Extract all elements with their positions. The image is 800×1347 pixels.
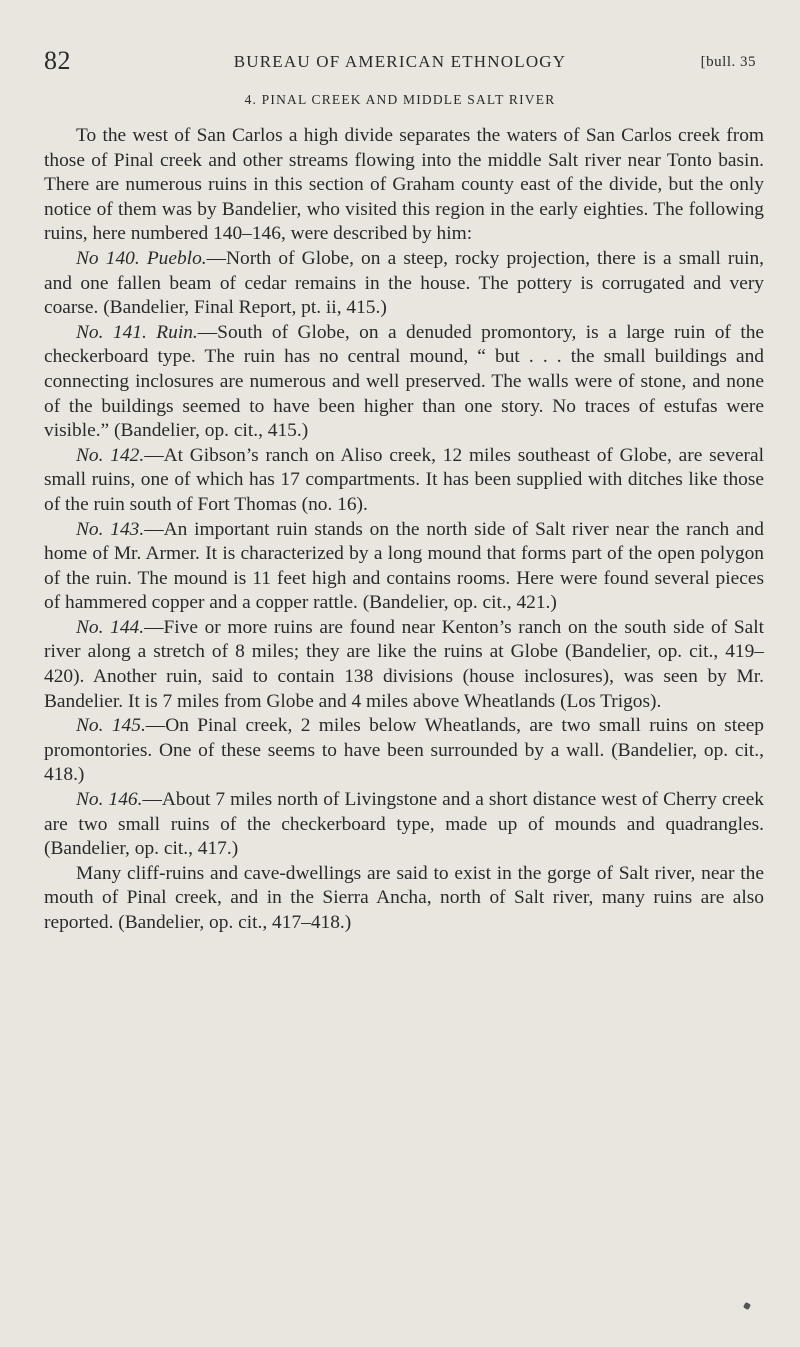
page-number: 82 — [44, 46, 71, 75]
entry-label: No 140. Pueblo. — [76, 247, 207, 269]
entry-text: —About 7 miles north of Livingstone and a short distance west of Cherry creek are two small ruins of the checkerboard type, made up of mounds and quadrangles. (Bandelier, op. cit., 417.) — [44, 789, 764, 860]
entry-label: No. 146. — [76, 789, 143, 811]
entry-142 — [44, 444, 764, 518]
body-text — [44, 124, 764, 936]
entry-145 — [44, 714, 764, 788]
paragraph-text: To the west of San Carlos a high divide separates the waters of San Carlos creek from those of Pinal creek and other streams flowing into the middle Salt river near Tonto basin. There are numerous ruins in this section of Graham county east of the divide, but the only notice of them was by Bandelier, who visited this region in the early eighties. The following ruins, here numbered 140–146, were described by him: — [44, 125, 764, 245]
journal-title: BUREAU OF AMERICAN ETHNOLOGY — [233, 52, 567, 71]
entry-144 — [44, 616, 764, 714]
entry-text: —South of Globe, on a denuded promontory, is a large ruin of the checkerboard type. The ruin has no central mound, “ but . . . the small buildings and connecting inclosures are numerous and well preserved. The walls were of stone, and none of the buildings seemed to have been higher than one story. No traces of estufas were visible.” (Bandelier, op. cit., 415.) — [44, 321, 765, 442]
entry-146 — [44, 788, 764, 862]
entry-text: —Five or more ruins are found near Kenton’s ranch on the south side of Salt river along a stretch of 8 miles; they are like the ruins at Globe (Bandelier, op. cit., 419–420). Another ruin, said to contain 138 divisions (house inclosures), was seen by Mr. Bandelier. It is 7 miles from Globe and 4 miles above Wheatlands (Los Trigos). — [44, 616, 764, 712]
entry-text: —At Gibson’s ranch on Aliso creek, 12 miles southeast of Globe, are several small ruins, one of which has 17 compartments. It has been supplied with ditches like those of the ruin south of Fort Thomas (no. 16). — [44, 444, 764, 515]
entry-label: No. 142. — [76, 444, 145, 466]
paragraph-intro — [44, 124, 764, 247]
paragraph-text: Many cliff-ruins and cave-dwellings are said to exist in the gorge of Salt river, near the mouth of Pinal creek, and in the Sierra Ancha, north of Salt river, many ruins are also reported. (Bandelier, op. cit., 417–418.) — [44, 862, 764, 933]
entry-text: —On Pinal creek, 2 miles below Wheatlands, are two small ruins on steep promontories. One of these seems to have been surrounded by a wall. (Bandelier, op. cit., 418.) — [44, 715, 764, 786]
running-header — [44, 46, 756, 76]
entry-label: No. 144. — [76, 616, 145, 638]
entry-text: —North of Globe, on a steep, rocky projection, there is a small ruin, and one fallen beam of cedar remains in the house. The pottery is corrugated and very coarse. (Bandelier, Final Report, pt. ii, 415.) — [44, 247, 765, 319]
section-heading: 4. PINAL CREEK AND MIDDLE SALT RIVER — [244, 92, 556, 107]
paragraph-closing — [44, 862, 764, 936]
ink-speck — [743, 1302, 751, 1310]
entry-141 — [44, 321, 764, 444]
entry-label: No. 143. — [76, 518, 145, 540]
entry-label: No. 141. Ruin. — [76, 321, 198, 343]
entry-140 — [44, 247, 764, 321]
entry-143 — [44, 518, 764, 616]
entry-label: No. 145. — [76, 715, 146, 737]
entry-text: —An important ruin stands on the north side of Salt river near the ranch and home of Mr. Armer. It is characterized by a long mound that forms part of the open polygon of the ruin. The mound is 11 feet high and contains rooms. Here were found several pieces of hammered copper and a copper rattle. (Bandelier, op. cit., 421.) — [44, 518, 764, 614]
bulletin-reference: [bull. 35 — [700, 54, 756, 70]
